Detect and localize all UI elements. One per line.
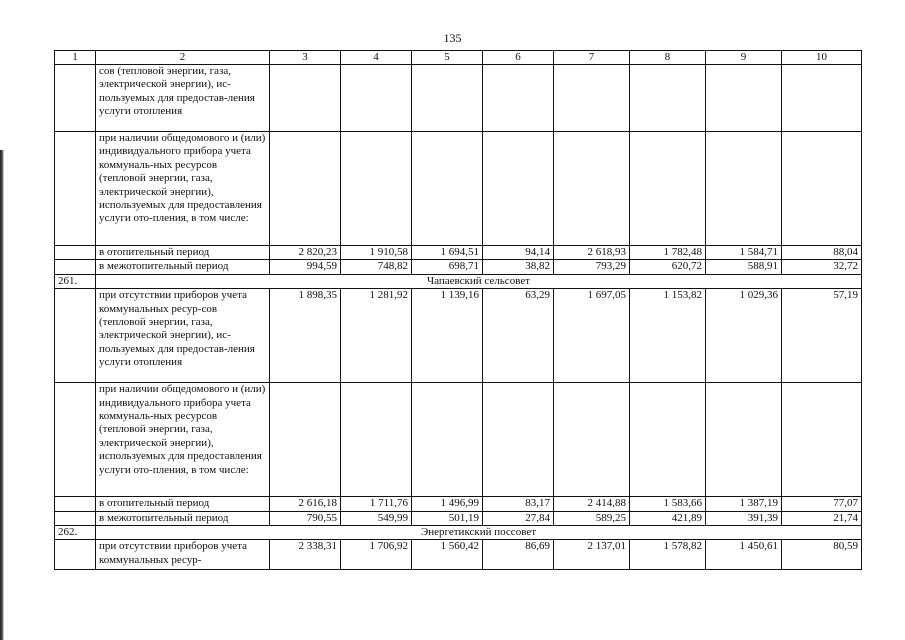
value-cell: 63,29 [483,289,554,383]
row-description: сов (тепловой энергии, газа, электрической энергии), ис-пользуемых для предостав-ления услуги отопления [96,65,270,132]
value-cell: 1 910,58 [341,246,412,260]
value-cell: 2 820,23 [270,246,341,260]
column-header: 6 [483,51,554,65]
value-cell: 2 338,31 [270,540,341,570]
section-number: 262. [55,526,96,540]
table-row [55,511,862,525]
value-cell: 2 414,88 [554,497,630,511]
value-cell: 2 616,18 [270,497,341,511]
value-cell: 1 153,82 [630,289,706,383]
column-header: 7 [554,51,630,65]
scan-edge-shadow [0,150,4,640]
value-cell: 1 584,71 [706,246,782,260]
column-header: 10 [782,51,862,65]
value-cell: 83,17 [483,497,554,511]
value-cell: 1 697,05 [554,289,630,383]
page-number: 135 [443,31,462,45]
value-cell: 501,19 [412,511,483,525]
row-number-cell [55,383,96,497]
section-header-row [55,526,862,540]
column-header: 8 [630,51,706,65]
section-title: Чапаевский сельсовет [96,274,862,288]
value-cell: 793,29 [554,260,630,274]
value-cell: 790,55 [270,511,341,525]
row-description: при наличии общедомового и (или) индивидуального прибора учета коммуналь-ных ресурсов (тепловой энергии, газа, электрической энергии), используемых для предоставления услуги ото-пления, в том числе: [96,383,270,497]
value-cell: 1 281,92 [341,289,412,383]
row-number-cell [55,246,96,260]
column-header: 3 [270,51,341,65]
value-cell: 1 898,35 [270,289,341,383]
column-header: 2 [96,51,270,65]
row-number-cell [55,132,96,246]
column-header: 4 [341,51,412,65]
value-cell: 588,91 [706,260,782,274]
section-title: Энергетикский поссовет [96,526,862,540]
column-header: 5 [412,51,483,65]
value-cell: 1 387,19 [706,497,782,511]
row-number-cell [55,260,96,274]
table-row [55,260,862,274]
value-cell: 86,69 [483,540,554,570]
value-cell: 1 694,51 [412,246,483,260]
value-cell: 994,59 [270,260,341,274]
value-cell: 1 139,16 [412,289,483,383]
value-cell: 620,72 [630,260,706,274]
column-header: 1 [55,51,96,65]
value-cell: 21,74 [782,511,862,525]
row-number-cell [55,540,96,570]
value-cell: 1 782,48 [630,246,706,260]
value-cell: 2 137,01 [554,540,630,570]
row-description: при отсутствии приборов учета коммунальных ресур- [96,540,270,570]
value-cell: 421,89 [630,511,706,525]
row-description: при наличии общедомового и (или) индивидуального прибора учета коммуналь-ных ресурсов (тепловой энергии, газа, электрической энергии), используемых для предоставления услуги ото-пления, в том числе: [96,132,270,246]
row-number-cell [55,65,96,132]
value-cell: 748,82 [341,260,412,274]
column-header-row [55,51,862,65]
row-description: в отопительный период [96,246,270,260]
value-cell: 32,72 [782,260,862,274]
table-row [55,497,862,511]
column-header: 9 [706,51,782,65]
value-cell: 38,82 [483,260,554,274]
table-row [55,383,862,497]
value-cell: 1 560,42 [412,540,483,570]
row-number-cell [55,511,96,525]
value-cell: 549,99 [341,511,412,525]
table-row [55,65,862,132]
row-number-cell [55,289,96,383]
value-cell: 698,71 [412,260,483,274]
value-cell: 1 706,92 [341,540,412,570]
value-cell: 1 450,61 [706,540,782,570]
table-row [55,246,862,260]
value-cell: 391,39 [706,511,782,525]
table-row [55,540,862,570]
value-cell: 1 583,66 [630,497,706,511]
value-cell: 1 496,99 [412,497,483,511]
value-cell: 27,84 [483,511,554,525]
table-row [55,132,862,246]
table-row [55,289,862,383]
value-cell: 1 711,76 [341,497,412,511]
value-cell: 94,14 [483,246,554,260]
value-cell: 88,04 [782,246,862,260]
value-cell: 80,59 [782,540,862,570]
section-number: 261. [55,274,96,288]
value-cell: 57,19 [782,289,862,383]
value-cell: 1 029,36 [706,289,782,383]
section-header-row [55,274,862,288]
row-description: в межотопительный период [96,260,270,274]
row-description: в отопительный период [96,497,270,511]
tariff-table [54,50,862,570]
value-cell: 589,25 [554,511,630,525]
row-number-cell [55,497,96,511]
row-description: при отсутствии приборов учета коммунальных ресур-сов (тепловой энергии, газа, электрической энергии), ис-пользуемых для предостав-ления услуги отопления [96,289,270,383]
value-cell: 1 578,82 [630,540,706,570]
value-cell: 77,07 [782,497,862,511]
value-cell: 2 618,93 [554,246,630,260]
row-description: в межотопительный период [96,511,270,525]
